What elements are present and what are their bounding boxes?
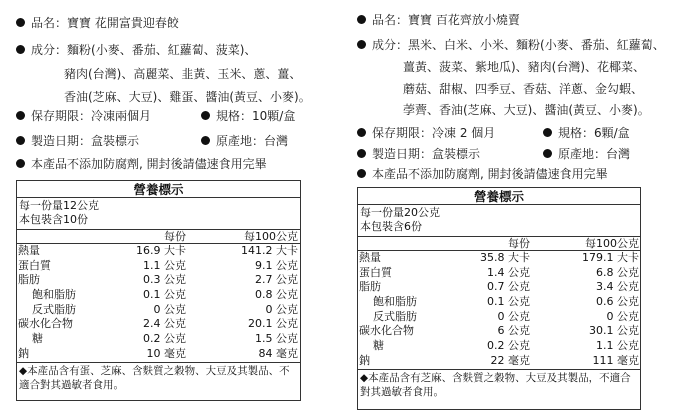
value-per-100g: 1.1 公克 xyxy=(596,339,639,353)
nutrient-name: 碳水化合物 xyxy=(359,324,414,338)
value-per-100g: 9.1 公克 xyxy=(255,258,298,272)
value-per-serving: 1.4 公克 xyxy=(487,265,530,279)
nutrition-row xyxy=(17,273,300,288)
ingredients-label: 成分： xyxy=(372,38,409,52)
nutrition-row xyxy=(358,280,640,295)
bullet-icon xyxy=(16,159,25,168)
bullet-icon xyxy=(16,45,25,54)
nutrition-header-row xyxy=(358,237,640,251)
bullet-icon xyxy=(543,128,552,137)
col-per-serving: 每份 xyxy=(164,230,186,243)
value-per-100g: 2.7 公克 xyxy=(255,273,298,287)
nutrient-name: 鈉 xyxy=(18,346,29,360)
serving-info xyxy=(358,205,640,237)
value-per-100g: 3.4 公克 xyxy=(596,280,639,294)
nutrition-row xyxy=(17,244,300,259)
allergen-note: ◆本產品含有蛋、芝麻、含麩質之穀物、大豆及其製品、不適合對其過敏者食用。 xyxy=(17,362,300,393)
nutrition-row xyxy=(17,303,300,318)
product-panel-shumai xyxy=(340,0,680,420)
nutrition-header-row xyxy=(17,230,300,244)
shelf-life: 保存期限：冷凍 2 個月 xyxy=(357,125,495,141)
nutrition-facts-table xyxy=(16,180,301,401)
nutrient-name: 蛋白質 xyxy=(18,258,51,272)
value-per-serving: 2.4 公克 xyxy=(143,317,186,331)
nutrition-row xyxy=(358,354,640,369)
value-per-serving: 0.2 公克 xyxy=(143,332,186,346)
ingredients-text: 豬肉(台灣)、高麗菜、韭黃、玉米、蔥、薑、 xyxy=(64,67,302,81)
nutrient-name: 脂肪 xyxy=(359,280,381,294)
nutrition-row xyxy=(358,266,640,281)
nutrient-name: 飽和脂肪 xyxy=(373,295,417,309)
nutrition-row xyxy=(358,339,640,354)
spec: 規格：6顆/盒 xyxy=(543,125,630,141)
value-per-100g: 84 毫克 xyxy=(258,346,298,360)
value-per-100g: 0 公克 xyxy=(606,309,639,323)
bullet-icon xyxy=(357,128,366,137)
bullet-icon xyxy=(16,111,25,120)
nutrient-name: 蛋白質 xyxy=(359,265,392,279)
nutrient-name: 糖 xyxy=(373,339,384,353)
value-per-serving: 0.1 公克 xyxy=(487,295,530,309)
nutrition-row xyxy=(17,332,300,347)
value-per-100g: 30.1 公克 xyxy=(589,324,639,338)
value-per-serving: 0 公克 xyxy=(153,302,186,316)
nutrient-name: 熱量 xyxy=(359,251,381,264)
value-per-serving: 0.2 公克 xyxy=(487,339,530,353)
ingredients-line xyxy=(16,42,256,58)
nutrition-row xyxy=(358,251,640,266)
shelf-life: 保存期限：冷凍兩個月 xyxy=(16,108,151,124)
nutrition-row xyxy=(358,324,640,339)
nutrient-name: 糖 xyxy=(32,332,43,346)
nutrition-title: 營養標示 xyxy=(17,181,300,198)
nutrient-name: 熱量 xyxy=(18,244,40,257)
nutrient-name: 鈉 xyxy=(359,353,370,367)
product-name-label: 品名： xyxy=(31,16,68,30)
origin: 原產地：台灣 xyxy=(543,146,630,162)
spec: 規格：10顆/盒 xyxy=(201,108,295,124)
value-per-serving: 10 毫克 xyxy=(146,346,186,360)
value-per-serving: 0 公克 xyxy=(497,309,530,323)
ingredients-text: 薑黃、菠菜、紫地瓜)、豬肉(台灣)、花椰菜、 xyxy=(403,60,646,74)
value-per-100g: 6.8 公克 xyxy=(596,265,639,279)
bullet-icon xyxy=(16,18,25,27)
nutrition-row xyxy=(17,347,300,362)
ingredients-label: 成分： xyxy=(31,43,68,57)
value-per-serving: 0.3 公克 xyxy=(143,273,186,287)
servings-per-pack: 本包裝含10份 xyxy=(19,213,88,226)
nutrition-row xyxy=(358,310,640,325)
col-per-100g: 每100公克 xyxy=(244,230,298,243)
serving-info xyxy=(17,198,300,230)
nutrient-name: 反式脂肪 xyxy=(373,309,417,323)
serving-size: 每一份量20公克 xyxy=(360,206,440,219)
nutrient-name: 飽和脂肪 xyxy=(32,288,76,302)
bullet-icon xyxy=(357,40,366,49)
preservative-note: 本產品不添加防腐劑, 開封後請儘速食用完畢 xyxy=(357,166,608,182)
ingredients-text: 香油(芝麻、大豆)、雞蛋、醬油(黃豆、小麥)。 xyxy=(64,90,311,104)
manufacture-date: 製造日期：盒裝標示 xyxy=(16,133,139,149)
bullet-icon xyxy=(357,15,366,24)
nutrition-rows xyxy=(17,244,300,362)
value-per-serving: 16.9 大卡 xyxy=(136,244,186,257)
product-name: 寶寶 百花齊放小燒賣 xyxy=(408,13,520,27)
bullet-icon xyxy=(201,111,210,120)
value-per-serving: 22 毫克 xyxy=(490,353,530,367)
product-name: 寶寶 花開富貴迎春餃 xyxy=(67,16,179,30)
bullet-icon xyxy=(357,149,366,158)
col-per-100g: 每100公克 xyxy=(585,237,639,250)
value-per-100g: 111 毫克 xyxy=(592,353,639,367)
value-per-100g: 179.1 大卡 xyxy=(582,251,639,264)
nutrition-row xyxy=(17,288,300,303)
product-name-label: 品名： xyxy=(372,13,409,27)
col-per-serving: 每份 xyxy=(508,237,530,250)
ingredients-text: 荸薺、香油(芝麻、大豆)、醬油(黃豆、小麥)。 xyxy=(403,103,650,117)
nutrition-facts-table xyxy=(357,187,641,410)
allergen-note: ◆本產品含有芝麻、含麩質之穀物、大豆及其製品，不適合對其過敏者食用。 xyxy=(358,369,640,400)
product-name-line xyxy=(357,12,520,28)
value-per-100g: 0.8 公克 xyxy=(255,288,298,302)
value-per-serving: 0.1 公克 xyxy=(143,288,186,302)
value-per-serving: 0.7 公克 xyxy=(487,280,530,294)
value-per-100g: 0.6 公克 xyxy=(596,295,639,309)
nutrient-name: 脂肪 xyxy=(18,273,40,287)
nutrition-row xyxy=(358,295,640,310)
nutrient-name: 碳水化合物 xyxy=(18,317,73,331)
value-per-100g: 20.1 公克 xyxy=(248,317,298,331)
product-name-line xyxy=(16,15,179,31)
value-per-serving: 35.8 大卡 xyxy=(480,251,530,264)
nutrition-title: 營養標示 xyxy=(358,188,640,205)
nutrient-name: 反式脂肪 xyxy=(32,302,76,316)
ingredients-text: 蘑菇、甜椒、四季豆、香菇、洋蔥、金勾蝦、 xyxy=(403,82,644,96)
value-per-serving: 1.1 公克 xyxy=(143,258,186,272)
bullet-icon xyxy=(357,169,366,178)
value-per-100g: 1.5 公克 xyxy=(255,332,298,346)
preservative-note: 本產品不添加防腐劑, 開封後請儘速食用完畢 xyxy=(16,156,267,172)
value-per-serving: 6 公克 xyxy=(497,324,530,338)
bullet-icon xyxy=(16,136,25,145)
nutrition-row xyxy=(17,259,300,274)
nutrition-rows xyxy=(358,251,640,369)
value-per-100g: 0 公克 xyxy=(265,302,298,316)
nutrition-row xyxy=(17,317,300,332)
ingredients-line xyxy=(357,37,665,53)
origin: 原產地：台灣 xyxy=(201,133,288,149)
bullet-icon xyxy=(543,149,552,158)
ingredients-text: 黑米、白米、小米、麵粉(小麥、番茄、紅蘿蔔、 xyxy=(408,38,665,52)
servings-per-pack: 本包裝含6份 xyxy=(360,220,422,233)
value-per-100g: 141.2 大卡 xyxy=(241,244,298,257)
manufacture-date: 製造日期：盒裝標示 xyxy=(357,146,480,162)
serving-size: 每一份量12公克 xyxy=(19,199,99,212)
bullet-icon xyxy=(201,136,210,145)
ingredients-text: 麵粉(小麥、番茄、紅蘿蔔、菠菜)、 xyxy=(67,43,257,57)
